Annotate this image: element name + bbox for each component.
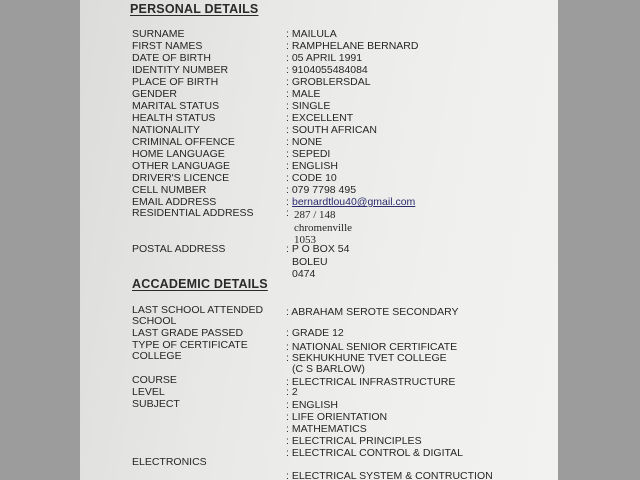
detail-label: CELL NUMBER — [132, 184, 207, 196]
detail-label: IDENTITY NUMBER — [132, 64, 229, 76]
detail-row — [80, 160, 558, 172]
detail-value: : RAMPHELANE BERNARD — [286, 40, 419, 52]
residential-line1: 287 / 148 — [294, 209, 336, 221]
email-link[interactable]: bernardtlou40@gmail.com — [292, 196, 416, 208]
email-label: EMAIL ADDRESS — [132, 196, 217, 208]
detail-label: HEALTH STATUS — [132, 112, 216, 124]
detail-row — [80, 112, 558, 124]
detail-row — [80, 64, 558, 76]
detail-value: : SINGLE — [286, 100, 331, 112]
detail-value: : ELECTRICAL CONTROL & DIGITAL — [286, 447, 463, 459]
residential-label: RESIDENTIAL ADDRESS — [132, 207, 254, 219]
detail-label: FIRST NAMES — [132, 40, 203, 52]
last-school-label: LAST SCHOOL ATTENDED — [132, 304, 264, 316]
detail-value: : SEPEDI — [286, 148, 331, 160]
detail-row — [80, 456, 558, 468]
detail-row — [80, 327, 558, 339]
detail-label: HOME LANGUAGE — [132, 148, 225, 160]
detail-value: : ELECTRICAL PRINCIPLES — [286, 435, 422, 447]
detail-row — [80, 28, 558, 40]
detail-value: : NONE — [286, 136, 323, 148]
detail-label: MARITAL STATUS — [132, 100, 220, 112]
detail-label: ELECTRONICS — [132, 456, 207, 468]
detail-row — [80, 100, 558, 112]
detail-value: : GRADE 12 — [286, 327, 344, 339]
detail-row — [80, 470, 558, 480]
last-school-label-cont-row — [80, 315, 558, 327]
detail-label: DATE OF BIRTH — [132, 52, 211, 64]
detail-label: COURSE — [132, 374, 177, 386]
postal-line2: BOLEU — [292, 256, 328, 268]
detail-row — [80, 398, 558, 410]
detail-row — [80, 148, 558, 160]
detail-value: : MAILULA — [286, 28, 337, 40]
detail-label: LEVEL — [132, 386, 165, 398]
detail-value: (C S BARLOW) — [292, 363, 365, 375]
detail-label: SUBJECT — [132, 398, 180, 410]
detail-value: : 9104055484084 — [286, 64, 368, 76]
postal-row — [80, 243, 558, 255]
detail-label: PLACE OF BIRTH — [132, 76, 219, 88]
detail-label: COLLEGE — [132, 350, 182, 362]
personal-details-heading: PERSONAL DETAILS — [130, 2, 259, 16]
detail-value: : GROBLERSDAL — [286, 76, 371, 88]
detail-row — [80, 172, 558, 184]
detail-row — [80, 76, 558, 88]
residential-line3: 1053 — [294, 234, 316, 246]
detail-value: : EXCELLENT — [286, 112, 354, 124]
detail-label: LAST GRADE PASSED — [132, 327, 244, 339]
last-school-value: : ABRAHAM SEROTE SECONDARY — [286, 306, 459, 318]
detail-value: : SOUTH AFRICAN — [286, 124, 378, 136]
detail-row — [80, 435, 558, 447]
postal-line3: 0474 — [292, 268, 316, 280]
detail-label: TYPE OF CERTIFICATE — [132, 339, 248, 351]
detail-label: NATIONALITY — [132, 124, 201, 136]
detail-value: : LIFE ORIENTATION — [286, 411, 388, 423]
detail-row — [80, 124, 558, 136]
detail-value: : ENGLISH — [286, 160, 338, 172]
detail-value: : ENGLISH — [286, 399, 338, 411]
detail-value: : SEKHUKHUNE TVET COLLEGE — [286, 352, 447, 364]
detail-row — [80, 40, 558, 52]
postal-line1: : P O BOX 54 — [286, 243, 350, 255]
detail-value: : 2 — [286, 386, 298, 398]
detail-value: : ELECTRICAL INFRASTRUCTURE — [286, 376, 456, 388]
detail-value: : CODE 10 — [286, 172, 337, 184]
detail-label: CRIMINAL OFFENCE — [132, 136, 235, 148]
detail-value: : ELECTRICAL SYSTEM & CONTRUCTION — [286, 470, 493, 480]
residential-colon: : — [286, 207, 289, 219]
detail-row — [80, 136, 558, 148]
residential-line2: chromenville — [294, 222, 353, 234]
email-colon: : — [286, 196, 289, 208]
detail-row — [80, 411, 558, 423]
detail-value: : MALE — [286, 88, 321, 100]
detail-label: SURNAME — [132, 28, 185, 40]
academic-details-heading: ACCADEMIC DETAILS — [132, 277, 268, 291]
postal-label: POSTAL ADDRESS — [132, 243, 226, 255]
detail-value: : 079 7798 495 — [286, 184, 357, 196]
detail-label: GENDER — [132, 88, 177, 100]
detail-row — [80, 350, 558, 362]
last-school-label-cont: SCHOOL — [132, 315, 177, 327]
detail-row — [80, 88, 558, 100]
detail-row — [80, 184, 558, 196]
detail-value: : 05 APRIL 1991 — [286, 52, 363, 64]
residential-row — [80, 207, 558, 219]
detail-value: : MATHEMATICS — [286, 423, 367, 435]
detail-value: : NATIONAL SENIOR CERTIFICATE — [286, 341, 458, 353]
detail-label: DRIVER'S LICENCE — [132, 172, 230, 184]
detail-row — [80, 423, 558, 435]
detail-row — [80, 386, 558, 398]
detail-row — [80, 374, 558, 386]
detail-label: OTHER LANGUAGE — [132, 160, 231, 172]
detail-row — [80, 52, 558, 64]
document-page — [80, 0, 558, 480]
